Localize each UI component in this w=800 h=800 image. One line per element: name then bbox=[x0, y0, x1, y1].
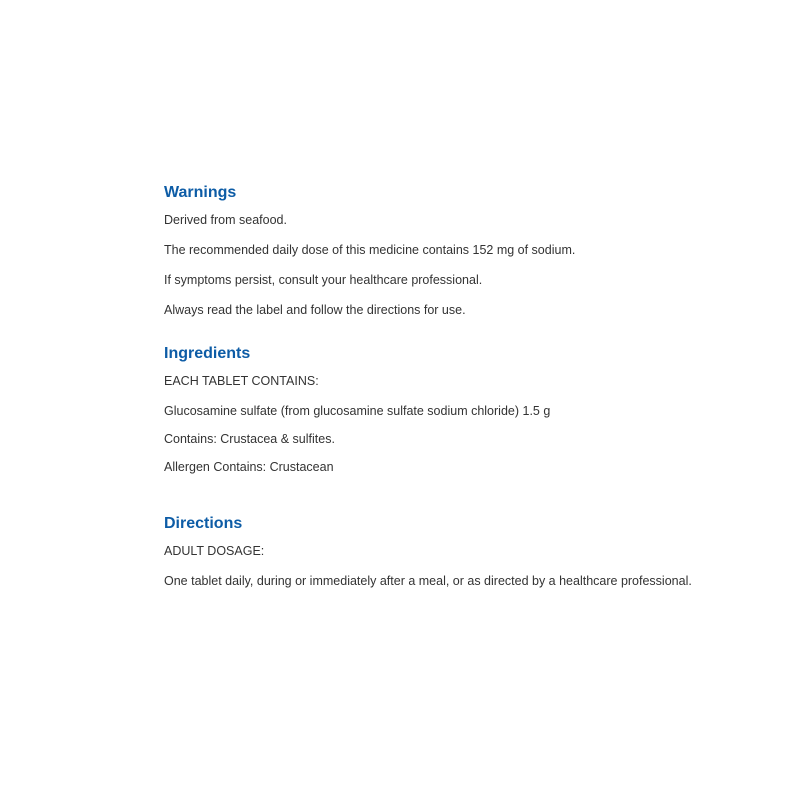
directions-heading: Directions bbox=[164, 515, 243, 532]
ingredient-line: Glucosamine sulfate (from glucosamine sulfate sodium chloride) 1.5 g bbox=[164, 404, 551, 418]
direction-line: ADULT DOSAGE: bbox=[164, 544, 265, 558]
product-information bbox=[164, 183, 784, 589]
ingredient-line: EACH TABLET CONTAINS: bbox=[164, 374, 319, 388]
ingredient-line: Allergen Contains: Crustacean bbox=[164, 460, 334, 474]
warning-line: Derived from seafood. bbox=[164, 213, 287, 227]
ingredients-section bbox=[164, 344, 784, 475]
warnings-section bbox=[164, 183, 784, 318]
warnings-heading: Warnings bbox=[164, 184, 237, 201]
direction-line: One tablet daily, during or immediately after a meal, or as directed by a healthcare professional. bbox=[164, 574, 692, 588]
ingredients-heading: Ingredients bbox=[164, 345, 251, 362]
directions-section bbox=[164, 514, 784, 589]
warning-line: Always read the label and follow the directions for use. bbox=[164, 303, 466, 317]
ingredient-line: Contains: Crustacea & sulfites. bbox=[164, 432, 335, 446]
warning-line: If symptoms persist, consult your healthcare professional. bbox=[164, 273, 483, 287]
warning-line: The recommended daily dose of this medicine contains 152 mg of sodium. bbox=[164, 243, 576, 257]
